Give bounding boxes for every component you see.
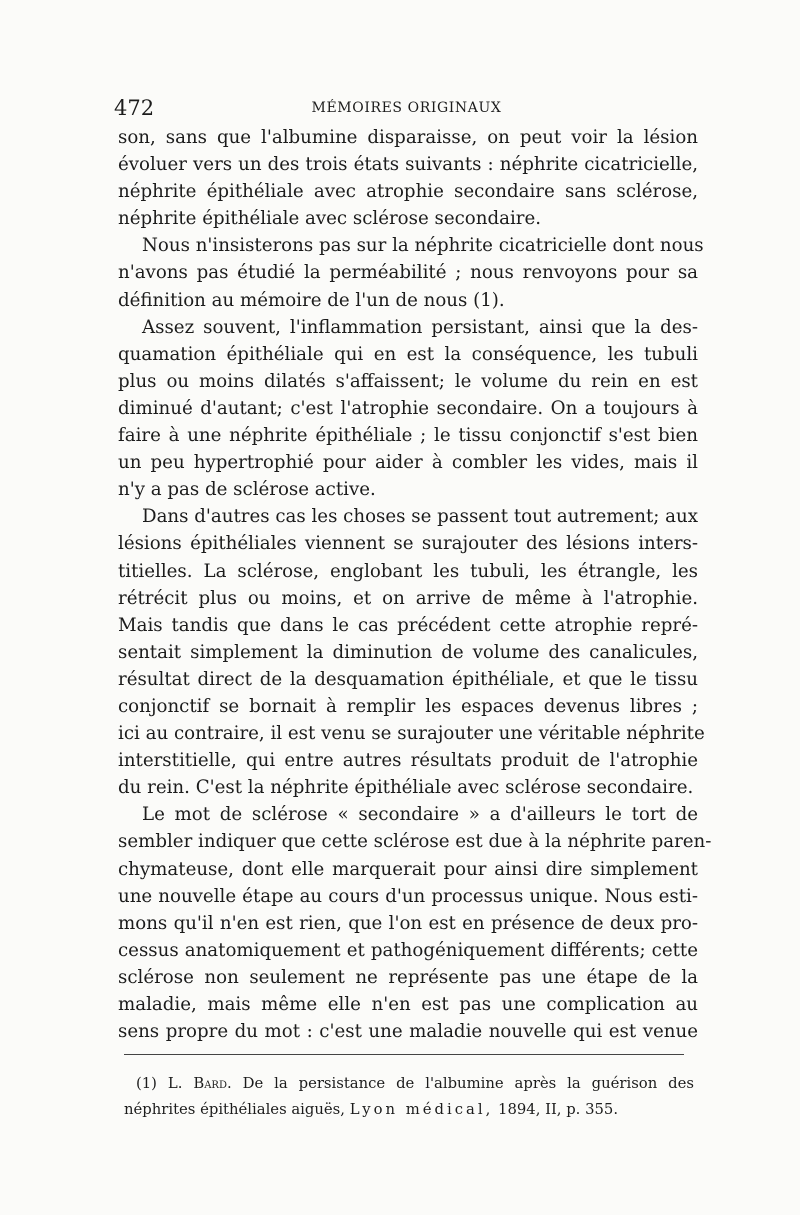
page-header	[114, 96, 699, 124]
text-line: n'avons pas étudié la perméabilité ; nous renvoyons pour sa	[118, 262, 698, 284]
footnote-divider	[124, 1054, 684, 1055]
text-line: Nous n'insisterons pas sur la néphrite cicatricielle dont nous	[142, 235, 704, 257]
footnote-journal: Lyon médical,	[349, 1101, 494, 1118]
text-line: titielles. La sclérose, englobant les tubuli, les étrangle, les	[118, 560, 698, 582]
text-line: n'y a pas de sclérose active.	[118, 479, 376, 501]
text-line: néphrite épithéliale avec sclérose secondaire.	[118, 208, 542, 230]
footnote-line	[124, 1071, 694, 1097]
text-line: définition au mémoire de l'un de nous (1).	[118, 289, 505, 311]
text-line: interstitielle, qui entre autres résultats produit de l'atrophie	[118, 750, 698, 772]
text-line: néphrite épithéliale avec atrophie secondaire sans sclérose,	[118, 181, 698, 203]
text-line: maladie, mais même elle n'en est pas une complication au	[118, 994, 698, 1015]
text-line: lésions épithéliales viennent se surajouter des lésions inters-	[118, 533, 698, 555]
text-line: chymateuse, dont elle marquerait pour ainsi dire simplement	[118, 858, 698, 880]
text-line: résultat direct de la desquamation épithéliale, et que le tissu	[118, 668, 698, 690]
footnote-line	[124, 1097, 694, 1123]
text-line: évoluer vers un des trois états suivants : néphrite cicatricielle,	[118, 154, 698, 176]
text-line: quamation épithéliale qui en est la conséquence, les tubuli	[118, 343, 698, 365]
footnote-title-cont: néphrites épithéliales aiguës,	[124, 1101, 345, 1118]
text-line: une nouvelle étape au cours d'un processus unique. Nous esti-	[118, 885, 698, 907]
text-line: mons qu'il n'en est rien, que l'on est en présence de deux pro-	[118, 912, 698, 934]
text-line: du rein. C'est la néphrite épithéliale avec sclérose secondaire.	[118, 777, 694, 799]
text-line: sentait simplement la diminution de volume des canalicules,	[118, 641, 698, 663]
text-line: Mais tandis que dans le cas précédent cette atrophie repré-	[118, 614, 698, 636]
text-line: diminué d'autant; c'est l'atrophie secondaire. On a toujours à	[118, 397, 698, 419]
footnote-author: Bard.	[193, 1075, 232, 1092]
text-line: Le mot de sclérose « secondaire » a d'ailleurs le tort de	[142, 804, 698, 826]
footnote-citation: 1894, II, p. 355.	[498, 1101, 619, 1118]
body-text	[118, 124, 712, 1045]
text-line: cessus anatomiquement et pathogéniquement différents; cette	[118, 939, 698, 961]
text-line: un peu hypertrophié pour aider à combler les vides, mais il	[118, 452, 698, 474]
text-line: rétrécit plus ou moins, et on arrive de même à l'atrophie.	[118, 587, 698, 609]
text-line: Dans d'autres cas les choses se passent tout autrement; aux	[142, 506, 698, 528]
text-line: faire à une néphrite épithéliale ; le tissu conjonctif s'est bien	[118, 425, 698, 447]
text-line: son, sans que l'albumine disparaisse, on peut voir la lésion	[118, 127, 698, 148]
page-number: 472	[114, 96, 155, 120]
footnote-title: De la persistance de l'albumine après la guérison des	[242, 1075, 694, 1092]
text-line: sclérose non seulement ne représente pas une étape de la	[118, 966, 698, 988]
text-line: Assez souvent, l'inflammation persistant, ainsi que la des-	[142, 316, 698, 338]
text-line: plus ou moins dilatés s'affaissent; le volume du rein en est	[118, 370, 698, 392]
text-line: sens propre du mot : c'est une maladie nouvelle qui est venue	[118, 1021, 698, 1043]
text-line: ici au contraire, il est venu se surajouter une véritable néphrite	[118, 723, 705, 745]
footnote	[124, 1071, 694, 1123]
text-line: conjonctif se bornait à remplir les espaces devenus libres ;	[118, 695, 698, 717]
running-head: MÉMOIRES ORIGINAUX	[311, 100, 502, 116]
text-line: sembler indiquer que cette sclérose est due à la néphrite paren-	[118, 831, 712, 853]
footnote-marker: (1) L.	[136, 1075, 183, 1092]
